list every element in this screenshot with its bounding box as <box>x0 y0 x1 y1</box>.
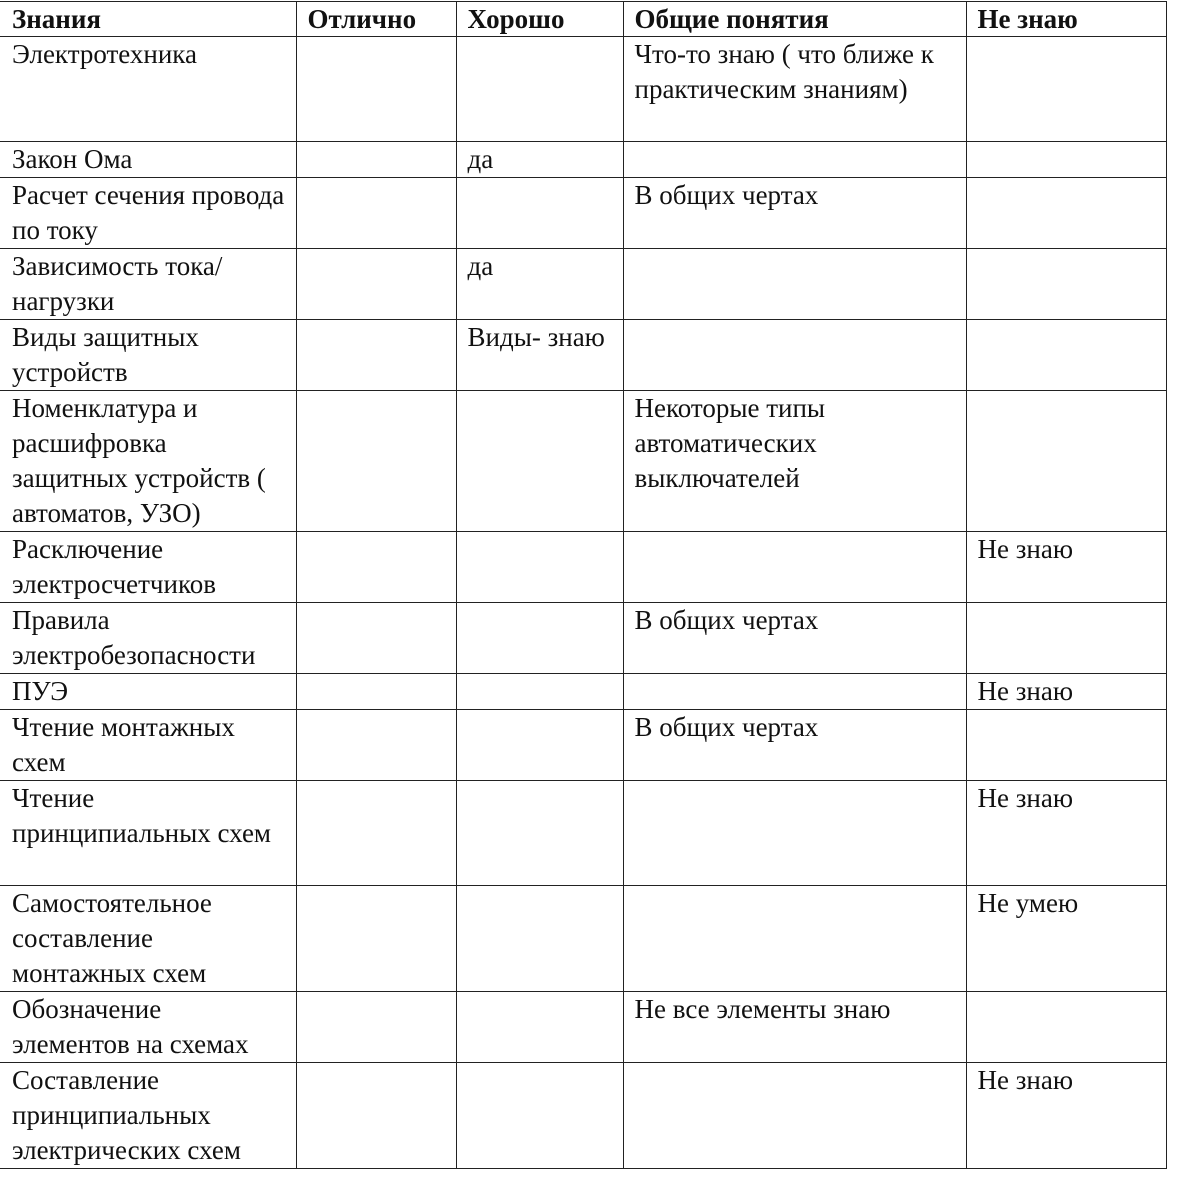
table-cell <box>966 710 1166 781</box>
table-cell <box>296 37 456 142</box>
table-cell: В общих чертах <box>623 178 966 249</box>
table-row <box>0 391 1166 532</box>
table-cell <box>296 603 456 674</box>
table-cell <box>966 37 1166 142</box>
table-row <box>0 710 1166 781</box>
table-row <box>0 674 1166 710</box>
table-cell <box>456 37 623 142</box>
table-cell <box>296 142 456 178</box>
table-row <box>0 781 1166 886</box>
table-cell <box>623 886 966 992</box>
table-cell <box>966 178 1166 249</box>
table-cell: Зависимость тока/нагрузки <box>0 249 296 320</box>
table-cell: Правила электробезопасности <box>0 603 296 674</box>
table-cell: Не знаю <box>966 781 1166 886</box>
table-cell <box>966 249 1166 320</box>
table-cell <box>296 391 456 532</box>
table-row <box>0 178 1166 249</box>
header-dont-know: Не знаю <box>966 2 1166 37</box>
table-cell <box>456 178 623 249</box>
table-cell <box>623 781 966 886</box>
skills-table <box>0 1 1167 1169</box>
table-cell: Чтение принципиальных схем <box>0 781 296 886</box>
table-cell: ПУЭ <box>0 674 296 710</box>
table-cell <box>296 1063 456 1169</box>
table-cell <box>456 603 623 674</box>
table-cell <box>623 674 966 710</box>
table-cell: Не знаю <box>966 532 1166 603</box>
table-cell <box>456 992 623 1063</box>
table-cell <box>296 674 456 710</box>
header-general: Общие понятия <box>623 2 966 37</box>
table-cell: Составление принципиальных электрических схем <box>0 1063 296 1169</box>
table-cell <box>296 886 456 992</box>
table-cell: Не все элементы знаю <box>623 992 966 1063</box>
table-cell: Виды защитных устройств <box>0 320 296 391</box>
table-cell <box>456 1063 623 1169</box>
header-good: Хорошо <box>456 2 623 37</box>
table-cell: Не знаю <box>966 1063 1166 1169</box>
table-cell <box>296 178 456 249</box>
table-row <box>0 37 1166 142</box>
table-cell: да <box>456 249 623 320</box>
table-cell: В общих чертах <box>623 710 966 781</box>
table-row <box>0 142 1166 178</box>
table-row <box>0 992 1166 1063</box>
table-cell <box>966 603 1166 674</box>
table-cell <box>296 992 456 1063</box>
table-cell: Расключение электросчетчиков <box>0 532 296 603</box>
table-cell: да <box>456 142 623 178</box>
table-cell: Расчет сечения провода по току <box>0 178 296 249</box>
table-cell <box>966 992 1166 1063</box>
table-cell: Чтение монтажных схем <box>0 710 296 781</box>
table-cell: Электротехника <box>0 37 296 142</box>
table-cell <box>623 532 966 603</box>
table-cell <box>456 674 623 710</box>
table-cell <box>456 781 623 886</box>
table-row <box>0 320 1166 391</box>
table-cell <box>623 1063 966 1169</box>
table-cell <box>296 320 456 391</box>
table-cell: Что-то знаю ( что ближе к практическим знаниям) <box>623 37 966 142</box>
table-cell <box>296 710 456 781</box>
table-cell <box>456 886 623 992</box>
table-cell <box>296 532 456 603</box>
table-cell: Обозначение элементов на схемах <box>0 992 296 1063</box>
table-cell <box>296 781 456 886</box>
table-row <box>0 249 1166 320</box>
table-cell: Номенклатура и расшифровка защитных устройств ( автоматов, УЗО) <box>0 391 296 532</box>
table-cell: В общих чертах <box>623 603 966 674</box>
table-row <box>0 532 1166 603</box>
table-cell <box>966 320 1166 391</box>
table-cell: Самостоятельное составление монтажных схем <box>0 886 296 992</box>
table-cell <box>456 391 623 532</box>
table-header-row <box>0 2 1166 37</box>
table-cell: Закон Ома <box>0 142 296 178</box>
table-cell <box>296 249 456 320</box>
table-row <box>0 603 1166 674</box>
table-row <box>0 1063 1166 1169</box>
table-cell <box>966 391 1166 532</box>
table-cell: Не умею <box>966 886 1166 992</box>
table-cell <box>623 320 966 391</box>
table-cell <box>456 532 623 603</box>
table-cell: Виды- знаю <box>456 320 623 391</box>
table-cell <box>623 142 966 178</box>
table-cell: Некоторые типы автоматических выключателей <box>623 391 966 532</box>
table-row <box>0 886 1166 992</box>
table-cell <box>456 710 623 781</box>
header-excellent: Отлично <box>296 2 456 37</box>
table-cell <box>623 249 966 320</box>
table-cell <box>966 142 1166 178</box>
table-cell: Не знаю <box>966 674 1166 710</box>
header-knowledge: Знания <box>0 2 296 37</box>
